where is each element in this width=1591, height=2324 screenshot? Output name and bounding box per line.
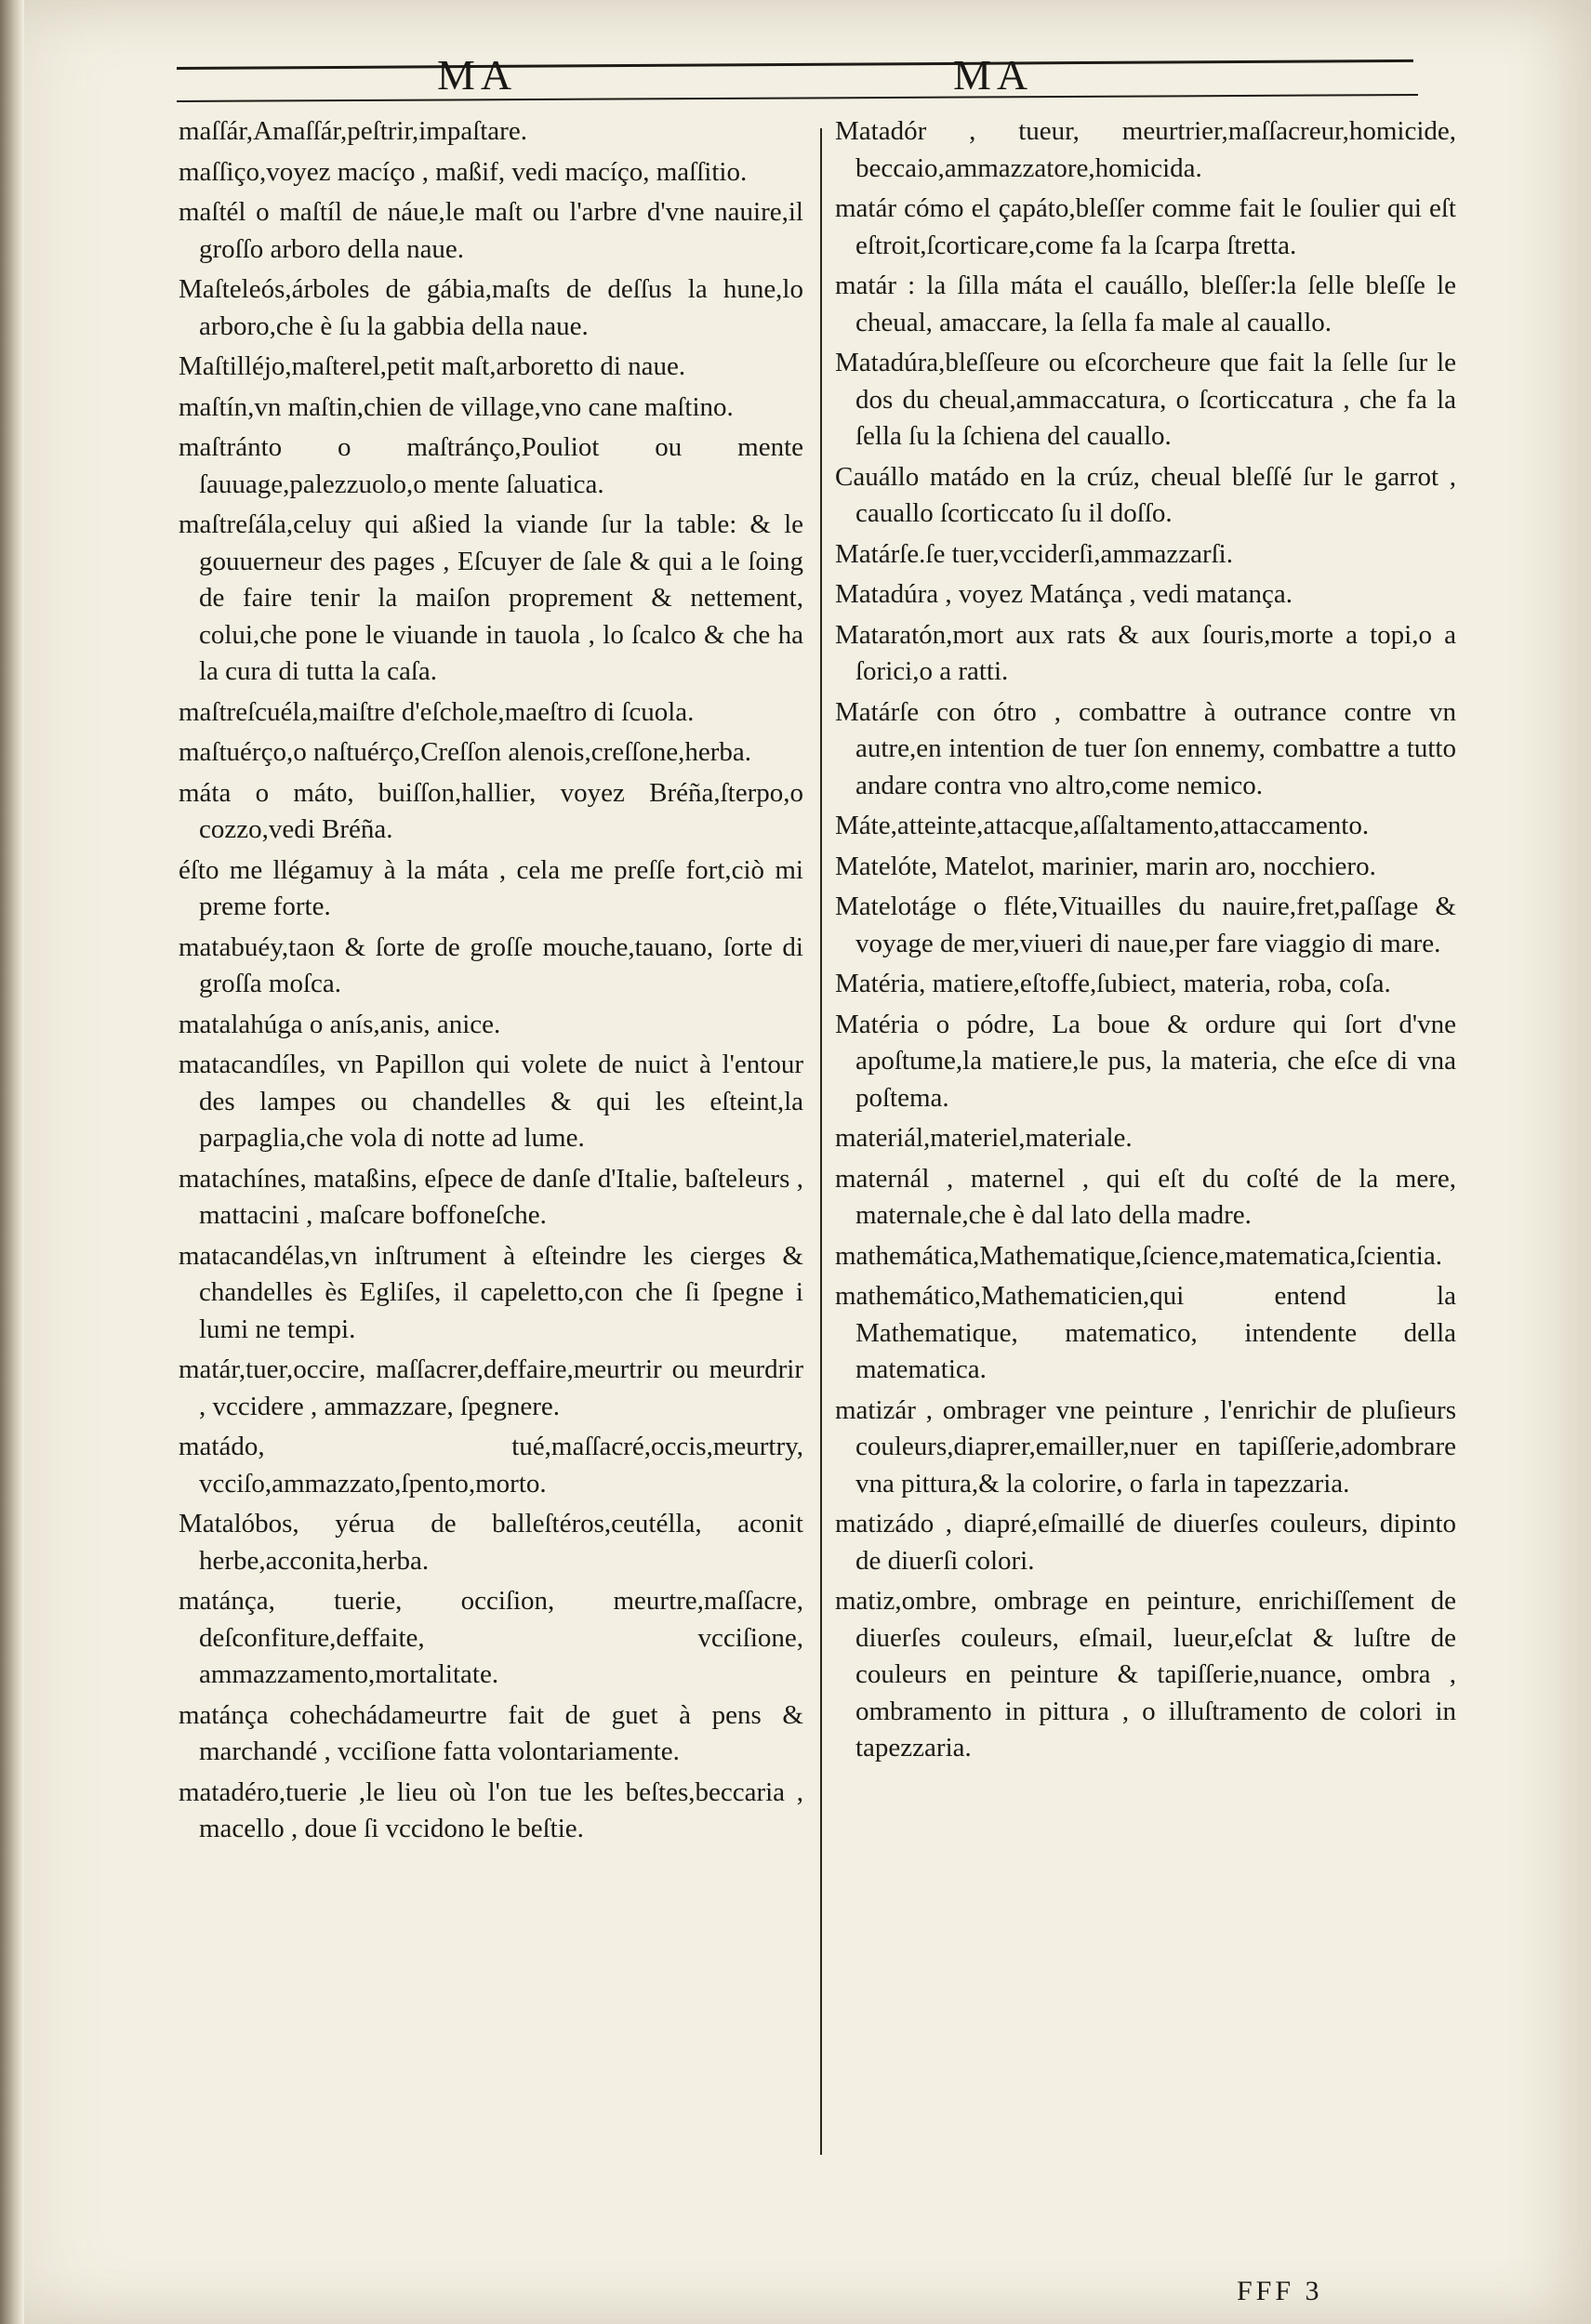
dictionary-entry: Mataratón,mort aux rats & aux ſouris,morte a topi,o a ſorici,o a ratti. xyxy=(835,619,1456,686)
dictionary-entry: matacandíles, vn Papillon qui volete de nuict à l'entour des lampes ou chandelles & qui les eſteint,la parpaglia,che vola di notte ad lume. xyxy=(179,1050,803,1153)
dictionary-entry: Maſteleós,árboles de gábia,maſts de deſſus la hune,lo arboro,che è ſu la gabbia della naue. xyxy=(179,274,803,341)
signature-mark: FFF 3 xyxy=(1237,2276,1323,2306)
dictionary-entry: Matéria, matiere,eſtoffe,ſubiect, materia, roba, coſa. xyxy=(835,969,1391,998)
dictionary-entry: matiz,ombre, ombrage en peinture, enrichiſſement de diuerſes couleurs, eſmail, lueur,eſclat & luſtre de couleurs en peinture & tapiſſerie,nuance, ombra , ombramento in pittura , o illuſtramento de colori in tapezzaria. xyxy=(835,1586,1456,1763)
dictionary-entry: Cauállo matádo en la crúz, cheual bleſſé ſur le garrot , cauallo ſcorticcato ſu il doſſo. xyxy=(835,461,1456,528)
left-running-head: MA xyxy=(437,51,518,99)
dictionary-entry: matár : la ſilla máta el cauállo, bleſſer:la ſelle bleſſe le cheual, amaccare, la ſella fa male al cauallo. xyxy=(835,271,1456,337)
dictionary-entry: maſſiço,voyez macíço , maßif, vedi macíço, maſſitio. xyxy=(179,156,748,187)
dictionary-entry: maſtránto o maſtránço,Pouliot ou mente ſauuage,palezzuolo,o mente ſaluatica. xyxy=(179,432,803,499)
dictionary-entry: Matelotáge o fléte,Vituailles du nauire,fret,paſſage & voyage de mer,viueri di naue,per fare viaggio di mare. xyxy=(835,891,1456,958)
dictionary-entry: matánça, tuerie, occiſion, meurtre,maſſacre, deſconfiture,deffaite, vcciſione, ammazzamento,mortalitate. xyxy=(179,1586,803,1689)
dictionary-entry: mathemático,Mathematicien,qui entend la Mathematique, matematico, intendente della matematica. xyxy=(835,1281,1456,1384)
dictionary-entry: matabuéy,taon & ſorte de groſſe mouche,tauano, ſorte di groſſa moſca. xyxy=(179,931,803,998)
header-rule-lower xyxy=(177,94,1418,102)
dictionary-entry: Matárſe.ſe tuer,vcciderſi,ammazzarſi. xyxy=(835,538,1233,569)
dictionary-entry: Matadúra,bleſſeure ou eſcorcheure que fait la ſelle ſur le dos du cheual,ammaccatura, o ſcorticcatura , che fa la ſella ſu la ſchiena del cauallo. xyxy=(835,348,1456,451)
dictionary-entry: maſtín,vn maſtin,chien de village,vno cane maſtino. xyxy=(179,391,734,422)
right-column xyxy=(835,113,1456,1771)
dictionary-entry: Máte,atteinte,attacque,aſſaltamento,attaccamento. xyxy=(835,811,1370,840)
dictionary-entry: matádo, tué,maſſacré,occis,meurtry, vcciſo,ammazzato,ſpento,morto. xyxy=(179,1432,803,1499)
dictionary-entry: máta o máto, buiſſon,hallier, voyez Bréña,ſterpo,o cozzo,vedi Bréña. xyxy=(179,777,803,844)
dictionary-entry: Matadór , tueur, meurtrier,maſſacreur,homicide, beccaio,ammazzatore,homicida. xyxy=(835,116,1456,183)
book-binding-shadow xyxy=(0,0,24,2324)
dictionary-entry: maſtreſcuéla,maiſtre d'eſchole,maeſtro di ſcuola. xyxy=(179,696,695,727)
dictionary-entry: matár cómo el çapáto,bleſſer comme fait le ſoulier qui eſt eſtroit,ſcorticare,come fa la ſcarpa ſtretta. xyxy=(835,193,1456,260)
dictionary-entry: Matéria o pódre, La boue & ordure qui ſort d'vne apoſtume,la matiere,le pus, la materia, che eſce di vna poſtema. xyxy=(835,1009,1456,1113)
dictionary-entry: maternál , maternel , qui eſt du coſté de la mere, maternale,che è dal lato della madre. xyxy=(835,1163,1456,1230)
dictionary-entry: matacandélas,vn inſtrument à eſteindre les cierges & chandelles ès Egliſes, il capeletto,con che ſi ſpegne i lumi ne tempi. xyxy=(179,1240,803,1344)
dictionary-entry: Maſtilléjo,maſterel,petit maſt,arboretto di naue. xyxy=(179,351,686,381)
dictionary-entry: matizádo , diapré,eſmaillé de diuerſes couleurs, dipinto de diuerſi colori. xyxy=(835,1509,1456,1576)
dictionary-entry: maſtél o maſtíl de náue,le maſt ou l'arbre d'vne nauire,il groſſo arboro della naue. xyxy=(179,197,803,264)
dictionary-entry: matánça cohechádameurtre fait de guet à pens & marchandé , vcciſione fatta volontariamente. xyxy=(179,1699,803,1766)
dictionary-entry: maſſár,Amaſſár,peſtrir,impaſtare. xyxy=(179,116,527,146)
dictionary-entry: mathemática,Mathematique,ſcience,matematica,ſcientia. xyxy=(835,1240,1442,1271)
dictionary-entry: Matalóbos, yérua de balleſtéros,ceutélla, aconit herbe,acconita,herba. xyxy=(179,1509,803,1576)
dictionary-entry: Matárſe con ótro , combattre à outrance contre vn autre,en intention de tuer ſon ennemy, combattre a tutto andare contra vno altro,come nemico. xyxy=(835,696,1456,800)
left-column xyxy=(179,113,803,1852)
dictionary-entry: maſtuérço,o naſtuérço,Creſſon alenois,creſſone,herba. xyxy=(179,737,751,767)
dictionary-entry: matadéro,tuerie ,le lieu où l'on tue les beſtes,beccaria , macello , doue ſi vccidono le beſtie. xyxy=(179,1776,803,1843)
dictionary-entry: matár,tuer,occire, maſſacrer,deffaire,meurtrir ou meurdrir , vccidere , ammazzare, ſpegnere. xyxy=(179,1354,803,1421)
dictionary-entry: éſto me llégamuy à la máta , cela me preſſe fort,ciò mi preme forte. xyxy=(179,854,803,921)
dictionary-entry: materiál,materiel,materiale. xyxy=(835,1123,1133,1153)
right-running-head: MA xyxy=(953,51,1034,99)
dictionary-entry: matachínes, mataßins, eſpece de danſe d'Italie, baſteleurs , mattacini , maſcare boffoneſche. xyxy=(179,1163,803,1230)
dictionary-entry: matizár , ombrager vne peinture , l'enrichir de pluſieurs couleurs,diaprer,emailler,nuer en tapiſſerie,adombrare vna pittura,& la colorire, o farla in tapezzaria. xyxy=(835,1394,1456,1499)
dictionary-entry: maſtreſála,celuy qui aßied la viande ſur la table: & le gouuerneur des pages , Eſcuyer de ſale & qui a le ſoing de faire tenir la maiſon proprement & nettement, colui,che pone le viuande in tauola , lo ſcalco & che ha la cura di tutta la caſa. xyxy=(179,509,803,686)
dictionary-entry: matalahúga o anís,anis, anice. xyxy=(179,1009,501,1039)
dictionary-entry: Matelóte, Matelot, marinier, marin aro, nocchiero. xyxy=(835,851,1376,881)
dictionary-entry: Matadúra , voyez Matánça , vedi matança. xyxy=(835,579,1293,609)
column-separator xyxy=(820,128,822,2155)
header-rule xyxy=(177,59,1413,70)
